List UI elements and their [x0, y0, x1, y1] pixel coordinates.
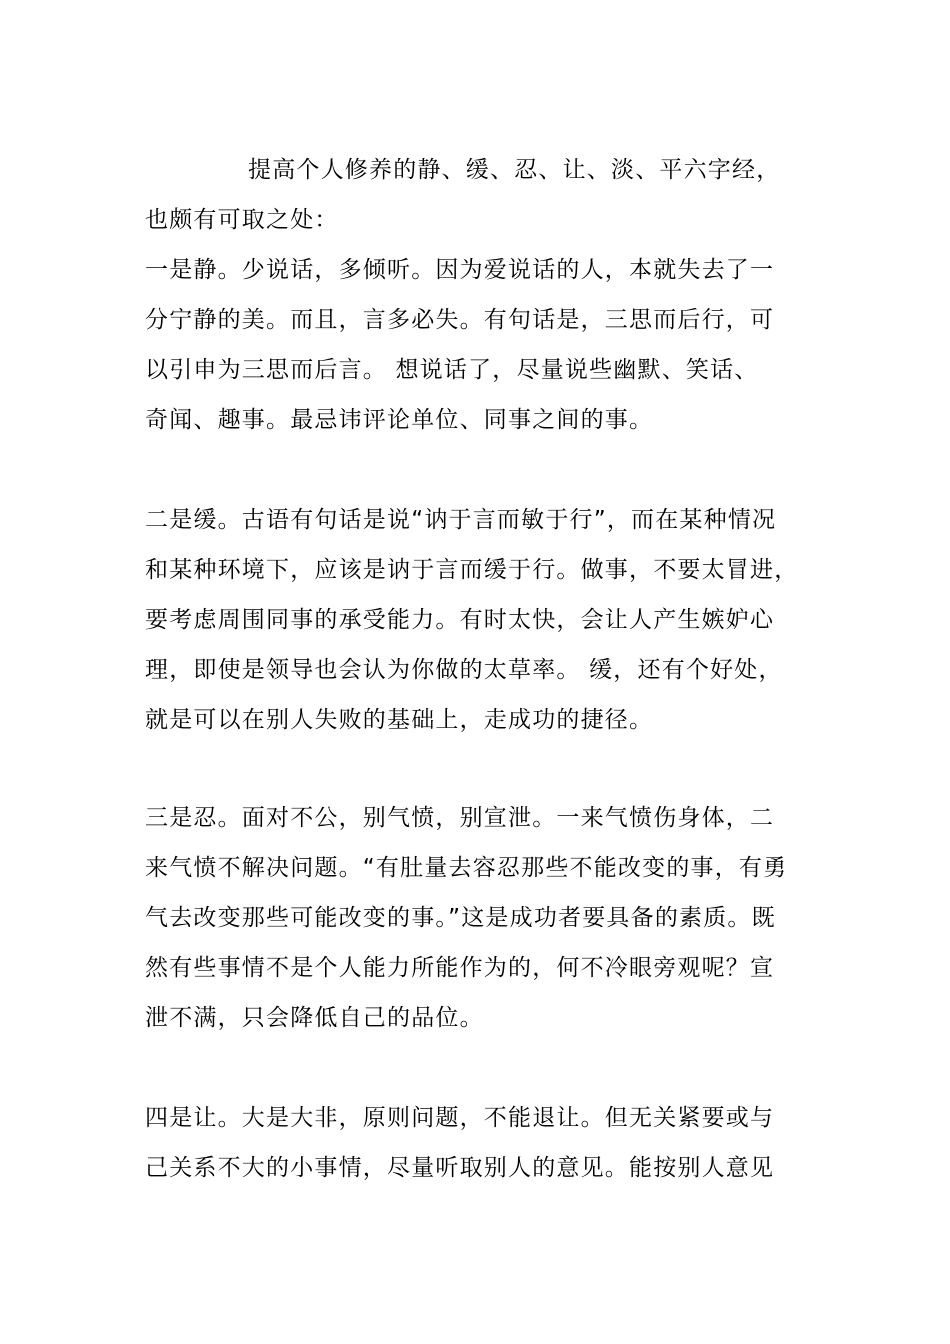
paragraph-ren-line-4: 然有些事情不是个人能力所能作为的，何不冷眼旁观呢？宣	[145, 955, 775, 981]
paragraph-huan-line-3: 要考虑周围同事的承受能力。有时太快，会让人产生嫉妒心	[145, 607, 775, 633]
paragraph-huan-line-4: 理，即使是领导也会认为你做的太草率。 缓，还有个好处，	[145, 657, 783, 683]
paragraph-huan-line-2: 和某种环境下，应该是讷于言而缓于行。做事，不要太冒进，	[145, 557, 799, 583]
paragraph-ren-line-1: 三是忍。面对不公，别气愤，别宣泄。一来气愤伤身体，二	[145, 805, 775, 831]
paragraph-ren-line-3: 气去改变那些可能改变的事。”这是成功者要具备的素质。既	[145, 905, 776, 931]
paragraph-ren-line-2: 来气愤不解决问题。“有肚量去容忍那些不能改变的事，有勇	[145, 855, 788, 881]
paragraph-jing-line-2: 分宁静的美。而且，言多必失。有句话是，三思而后行，可	[145, 307, 775, 333]
paragraph-jing-line-1: 一是静。少说话，多倾听。因为爱说话的人，本就失去了一	[145, 257, 775, 283]
paragraph-ren-line-5: 泄不满，只会降低自己的品位。	[145, 1005, 484, 1031]
paragraph-jing-line-3: 以引申为三思而后言。 想说话了，尽量说些幽默、笑话、	[145, 357, 759, 383]
intro-line-2: 也颇有可取之处：	[145, 207, 339, 233]
intro-line-1: 提高个人修养的静、缓、忍、让、淡、平六字经，	[248, 157, 781, 183]
paragraph-huan-line-5: 就是可以在别人失败的基础上，走成功的捷径。	[145, 707, 654, 733]
paragraph-jing-line-4: 奇闻、趣事。最忌讳评论单位、同事之间的事。	[145, 407, 654, 433]
paragraph-huan-line-1: 二是缓。古语有句话是说“讷于言而敏于行”，而在某种情况	[145, 507, 777, 533]
paragraph-rang-line-2: 己关系不大的小事情，尽量听取别人的意见。能按别人意见	[145, 1155, 775, 1181]
paragraph-rang-line-1: 四是让。大是大非，原则问题，不能退让。但无关紧要或与	[145, 1105, 775, 1131]
